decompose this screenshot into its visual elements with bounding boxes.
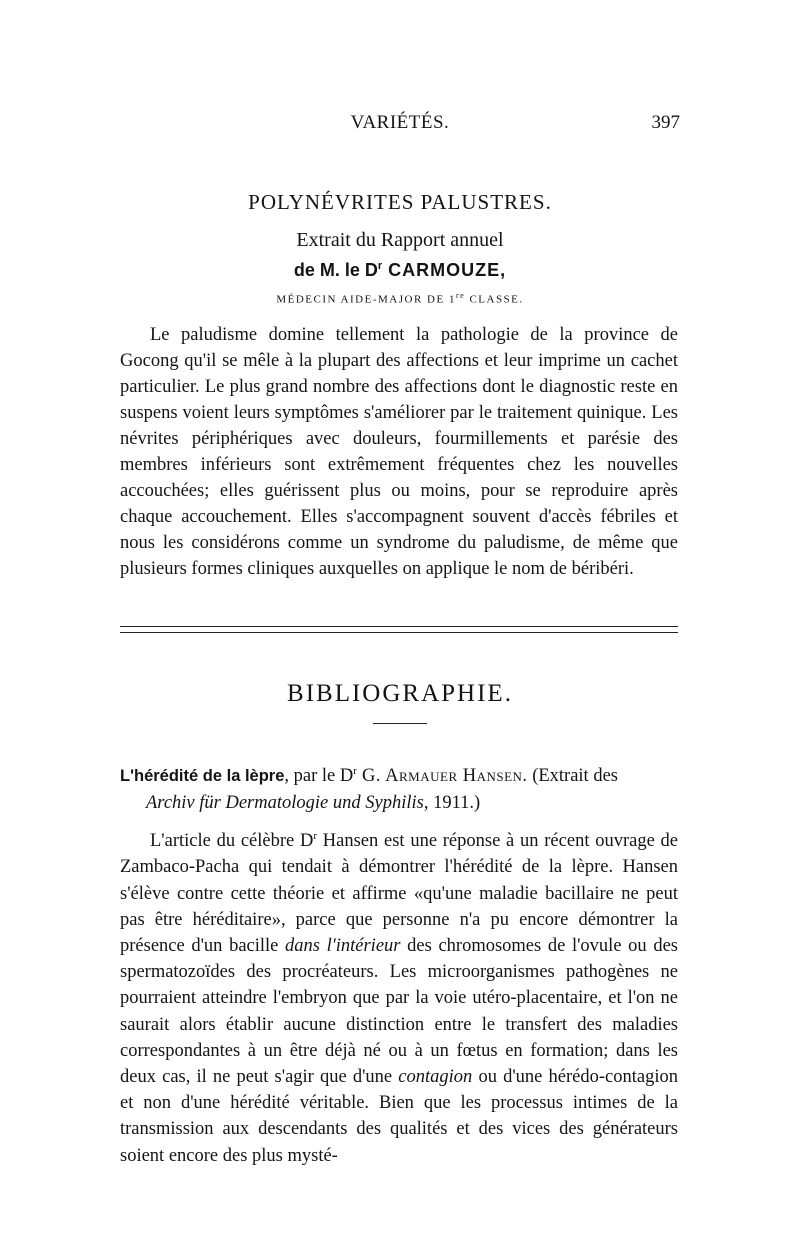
author-line — [120, 260, 680, 281]
reference-year: , 1911.) — [423, 793, 481, 814]
author-surname: CARMOUZE, — [382, 260, 507, 280]
article-title: POLYNÉVRITES PALUSTRES. — [248, 190, 552, 214]
rank-suffix: CLASSE. — [465, 293, 524, 306]
author-prefix: de M. le D — [293, 260, 378, 280]
para-a: L'article du célèbre D — [150, 831, 314, 852]
article-paragraph: Le paludisme domine tellement la pathologie de la province de Gocong qu'il se mêle à la plupart des affections et leur imprime un cachet particulier. Le plus grand nombre des affections dont le diagnostic reste en suspens voient leurs symptômes s'améliorer par le traitement quinique. Les névrites périphériques avec douleurs, fourmillements et parésie des membres inférieurs sont extrêmement fréquentes chez les nouvelles accouchées; elles guérissent plus ou moins, pour se reproduire après chaque accouchement. Elles s'accompagnent souvent d'accès fébriles et nous les considérons comme un syndrome du paludisme, de même que plusieurs formes cliniques auxquelles on applique le nom de béribéri. — [120, 325, 678, 579]
para-c: des chromosomes de l'ovule ou des spermatozoïdes des procréateurs. Les microorganismes pathogènes ne pourraient atteindre l'embryon que par la voie utéro-placentaire, et l'on ne saurait alors établir aucune distinction entre le transfert des maladies correspondantes à un être déjà né ou à un fœtus en formation; dans les deux cas, il ne peut s'agir que d'une — [120, 935, 678, 1087]
reference-journal: Archiv für Dermatologie und Syphilis — [146, 793, 424, 814]
rank-sup: re — [455, 291, 466, 300]
author-rank — [120, 291, 680, 306]
running-head — [120, 112, 680, 138]
page-number: 397 — [651, 112, 680, 133]
section-divider — [120, 626, 678, 633]
reference-author: G. Armauer Hansen. — [356, 766, 528, 787]
reference-extract: (Extrait des — [527, 766, 618, 787]
para-italic-1: dans l'intérieur — [285, 935, 401, 956]
heading-rule — [373, 723, 427, 724]
para-b: Hansen est une réponse à un récent ouvrage de Zambaco-Pacha qui tendait à démontrer l'hérédité de la lèpre. Hansen s'élève contre cette théorie et affirme «qu'une maladie bacillaire ne peut pas être héréditaire», parce que personne n'a pu encore démontrer la présence d'un bacille — [120, 831, 678, 956]
reference-source — [120, 790, 678, 817]
reference-by: , par le D — [284, 766, 354, 787]
reference-by-sup: r — [353, 765, 357, 777]
para-d: ou d'une hérédo-contagion et non d'une hérédité véritable. Bien que les processus intimes de la transmission aux descendants des qualités et des vices des générateurs soient encore des plus mysté- — [120, 1066, 678, 1166]
bibliography-paragraph — [120, 823, 678, 1169]
author-sup: r — [377, 260, 383, 272]
para-italic-2: contagion — [398, 1066, 473, 1087]
rank-prefix: MÉDECIN AIDE-MAJOR DE 1 — [276, 293, 456, 306]
running-head-section: VARIÉTÉS. — [350, 112, 450, 133]
bibliography-heading: BIBLIOGRAPHIE. — [287, 680, 513, 707]
reference-title: L'hérédité de la lèpre — [120, 767, 285, 786]
bibliography-reference — [120, 758, 678, 817]
para-sup: r — [313, 830, 318, 842]
extract-line: Extrait du Rapport annuel — [296, 229, 504, 251]
